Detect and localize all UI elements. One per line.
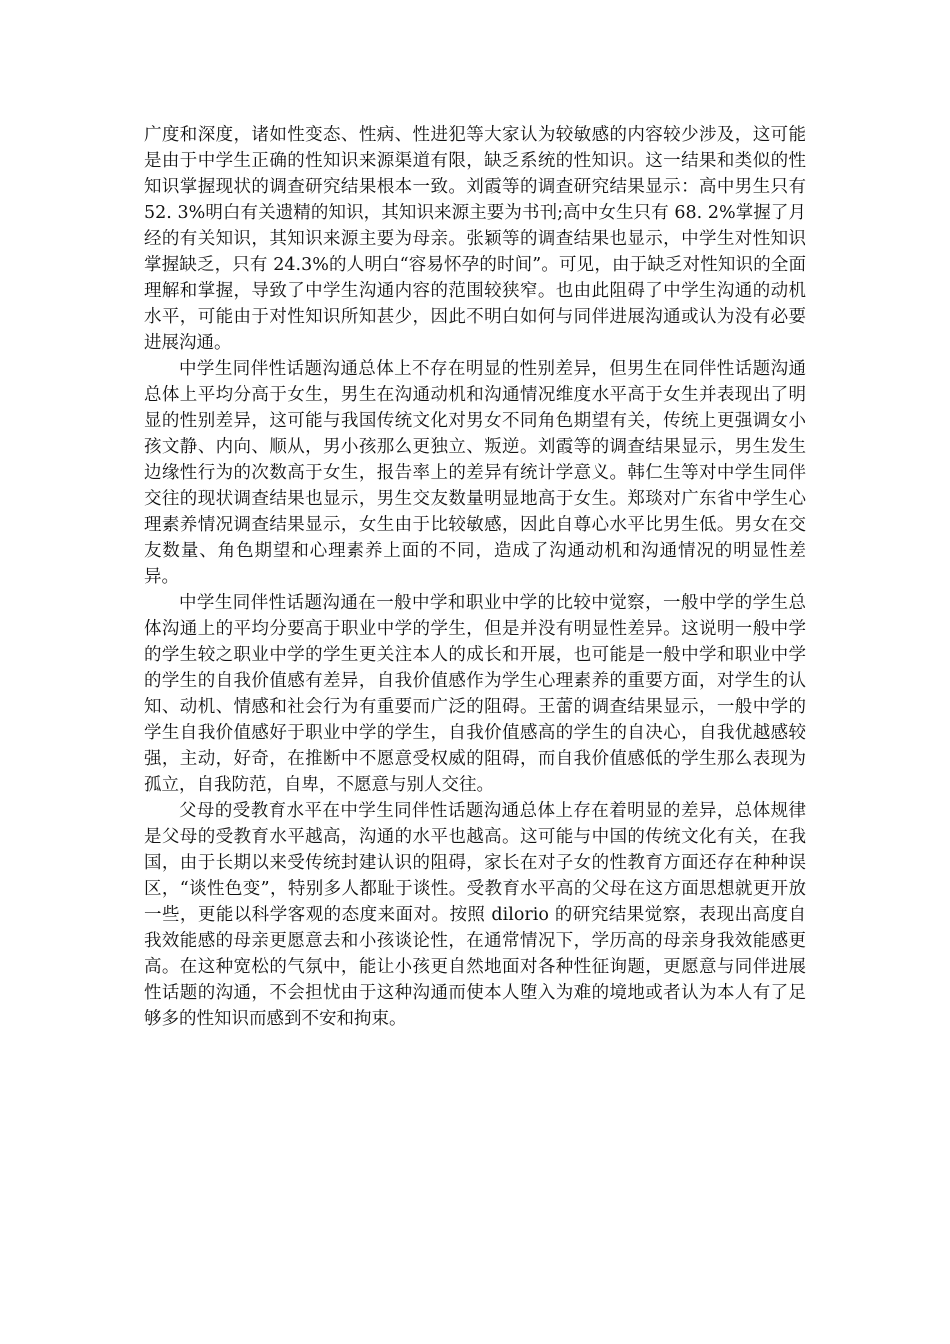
document-body <box>144 122 806 1032</box>
paragraph-2: 中学生同伴性话题沟通总体上不存在明显的性别差异，但男生在同伴性话题沟通总体上平均分高于女生，男生在沟通动机和沟通情况维度水平高于女生并表现出了明显的性别差异，这可能与我国传统文化对男女不同角色期望有关，传统上更强调女小孩文静、内向、顺从，男小孩那么更独立、叛逆。刘霞等的调查结果显示，男生发生边缘性行为的次数高于女生，报告率上的差异有统计学意义。韩仁生等对中学生同伴交往的现状调查结果也显示，男生交友数量明显地高于女生。郑琰对广东省中学生心理素养情况调查结果显示，女生由于比较敏感，因此自尊心水平比男生低。男女在交友数量、角色期望和心理素养上面的不同，造成了沟通动机和沟通情况的明显性差异。 <box>144 359 806 587</box>
paragraph-3: 中学生同伴性话题沟通在一般中学和职业中学的比较中觉察，一般中学的学生总体沟通上的平均分要高于职业中学的学生，但是并没有明显性差异。这说明一般中学的学生较之职业中学的学生更关注本人的成长和开展，也可能是一般中学和职业中学的学生的自我价值感有差异，自我价值感作为学生心理素养的重要方面，对学生的认知、动机、情感和社会行为有重要而广泛的阻碍。王蕾的调查结果显示，一般中学的学生自我价值感好于职业中学的学生，自我价值感高的学生的自决心，自我优越感较强，主动，好奇，在推断中不愿意受权威的阻碍，而自我价值感低的学生那么表现为孤立，自我防范，自卑，不愿意与别人交往。 <box>144 593 806 795</box>
paragraph-4: 父母的受教育水平在中学生同伴性话题沟通总体上存在着明显的差异，总体规律是父母的受教育水平越高，沟通的水平也越高。这可能与中国的传统文化有关，在我国，由于长期以来受传统封建认识的阻碍，家长在对子女的性教育方面还存在种种误区，“谈性色变”，特别多人都耻于谈性。受教育水平高的父母在这方面思想就更开放一些，更能以科学客观的态度来面对。按照 dilorio 的研究结果觉察，表现出高度自我效能感的母亲更愿意去和小孩谈论性，在通常情况下，学历高的母亲身我效能感更高。在这种宽松的气氛中，能让小孩更自然地面对各种性征询题，更愿意与同伴进展性话题的沟通，不会担忧由于这种沟通而使本人堕入为难的境地或者认为本人有了足够多的性知识而感到不安和拘束。 <box>144 801 806 1029</box>
paragraph-1: 广度和深度，诸如性变态、性病、性进犯等大家认为较敏感的内容较少涉及，这可能是由于中学生正确的性知识来源渠道有限，缺乏系统的性知识。这一结果和类似的性知识掌握现状的调查研究结果根本一致。刘霞等的调查研究结果显示：高中男生只有 52. 3%明白有关遗精的知识，其知识来源主要为书刊;高中女生只有 68. 2%掌握了月经的有关知识，其知识来源主要为母亲。张颖等的调查结果也显示，中学生对性知识掌握缺乏，只有 24.3%的人明白“容易怀孕的时间”。可见，由于缺乏对性知识的全面理解和掌握，导致了中学生沟通内容的范围较狭窄。也由此阻碍了中学生沟通的动机水平，可能由于对性知识所知甚少，因此不明白如何与同伴进展沟通或认为没有必要进展沟通。 <box>144 125 806 353</box>
